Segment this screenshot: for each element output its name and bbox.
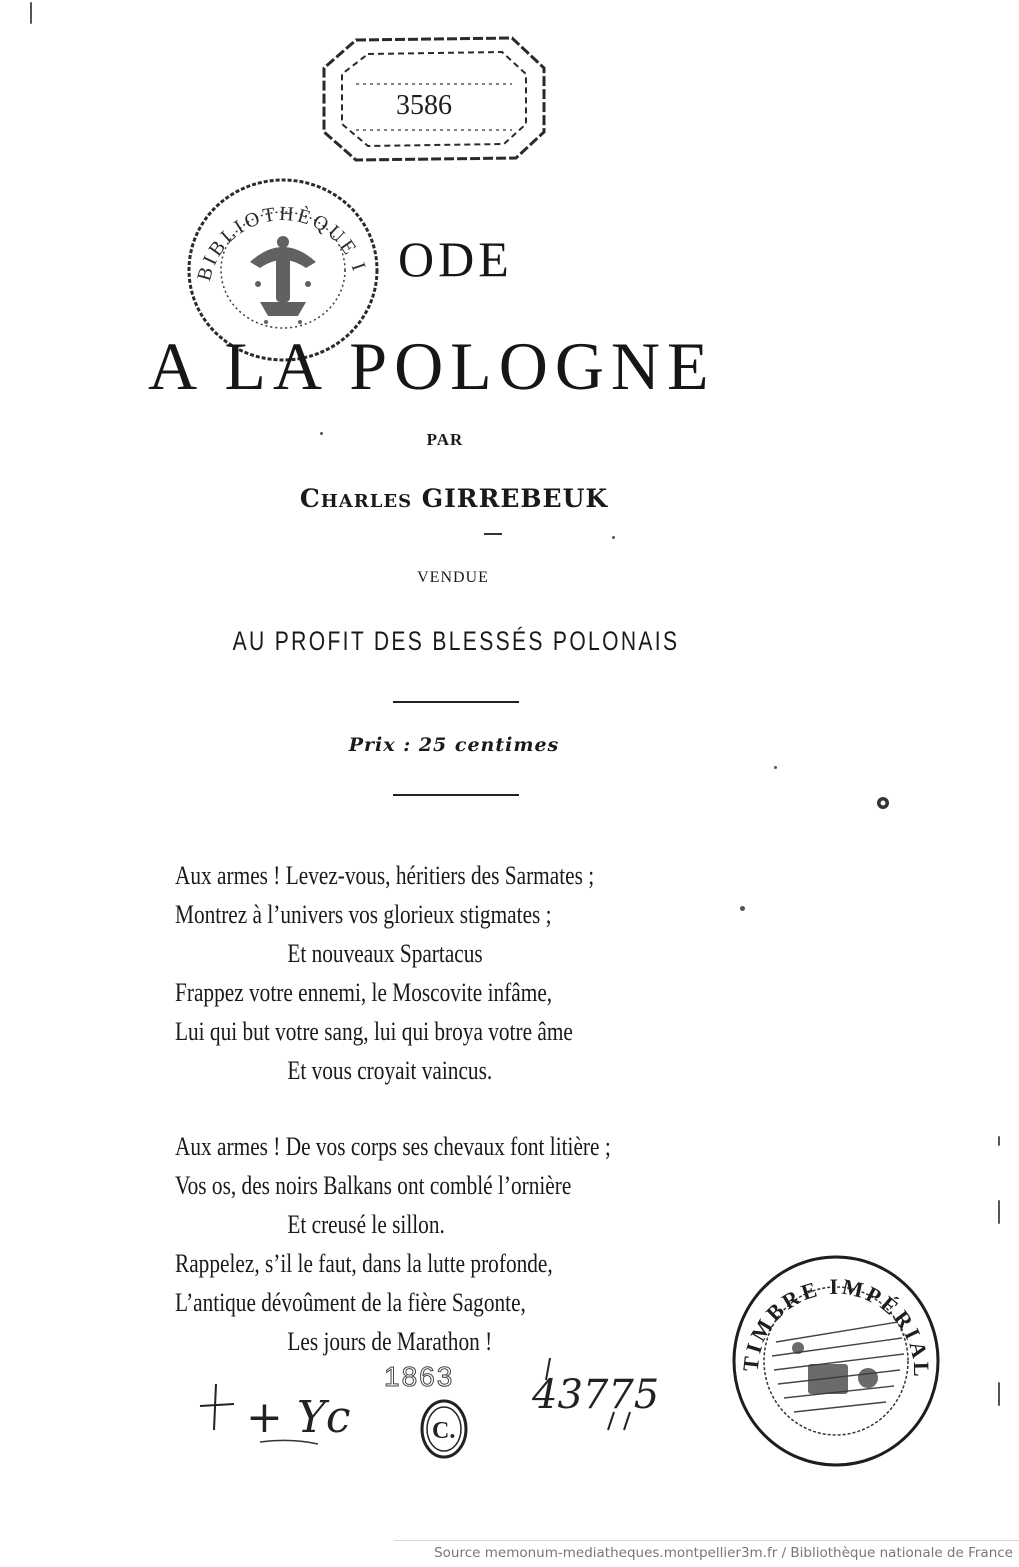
scan-speck [30,2,32,24]
verse-line: Vos os, des noirs Balkans ont comblé l’ornière [175,1171,572,1200]
scan-speck [320,432,323,435]
verse-line: Aux armes ! Levez-vous, héritiers des Sarmates ; [175,861,595,890]
svg-text:TIMBRE IMPÉRIAL [738,1274,934,1380]
copyright-depot-mark [418,1398,470,1460]
timbre-arc-text: TIMBRE IMPÉRIAL [737,1273,935,1380]
stanza-1 [175,856,735,1090]
source-footer [394,1540,1019,1567]
scan-speck [774,766,777,769]
svg-text:BIBLIOTHÈQUE IMPÉRIALE [180,172,371,283]
verse-line: Et nouveaux Spartacus [287,939,483,968]
source-text: Source memonum-mediatheques.montpellier3m.fr / Bibliothèque nationale de France [434,1545,1013,1561]
rule-divider-bottom [393,794,519,796]
cote-stamp-number: 3586 [396,90,452,121]
verse-line: Aux armes ! De vos corps ses chevaux font litière ; [175,1132,611,1161]
title-a-la-pologne: A LA POLOGNE [148,328,716,404]
copyright-text: C. [432,1418,456,1444]
shelfmark-text: + Yc [246,1392,351,1443]
stanza-2 [175,1127,735,1361]
verse-line: Les jours de Marathon ! [287,1327,493,1356]
timbre-graphic [728,1252,944,1470]
verse-line: Montrez à l’univers vos glorieux stigmates ; [175,900,552,929]
scan-speck [998,1382,1000,1406]
verse-line: Lui qui but votre sang, lui qui broya votre âme [175,1017,573,1046]
seal-arc-text: BIBLIOTHÈQUE I [193,202,371,284]
cote-stamp-graphic [316,32,552,164]
small-dash-divider [484,533,502,535]
author-name: Charles GIRREBEUK [299,484,609,513]
scan-speck [612,536,615,539]
number-text: 43775 [532,1372,660,1418]
rule-divider-top [393,701,519,703]
verse-line: Rappelez, s’il le faut, dans la lutte profonde, [175,1249,553,1278]
verse-line: L’antique dévoûment de la fière Sagonte, [175,1288,526,1317]
verse-line: Et creusé le sillon. [287,1210,445,1239]
poem [175,856,735,1361]
benefit-line: AU PROFIT DES BLESSÉS POLONAIS [232,626,680,656]
scan-speck [998,1136,1000,1146]
sold-label: VENDUE [417,569,489,586]
year-text: 1863 [384,1361,455,1392]
verse-line: Frappez votre ennemi, le Moscovite infâme, [175,978,553,1007]
handwritten-number [528,1354,698,1434]
cote-stamp [316,32,552,164]
price-line: Prix : 25 centimes [348,734,560,756]
ornament-icon [874,794,892,812]
timbre-imperial-seal [728,1252,944,1470]
byline-par: PAR [426,430,464,449]
scan-speck [740,906,745,911]
scan-speck [998,1200,1000,1224]
title-ode: ODE [398,231,513,287]
year-stamp [382,1358,472,1392]
verse-line: Et vous croyait vaincus. [287,1056,493,1085]
handwritten-shelfmark [190,1370,351,1450]
